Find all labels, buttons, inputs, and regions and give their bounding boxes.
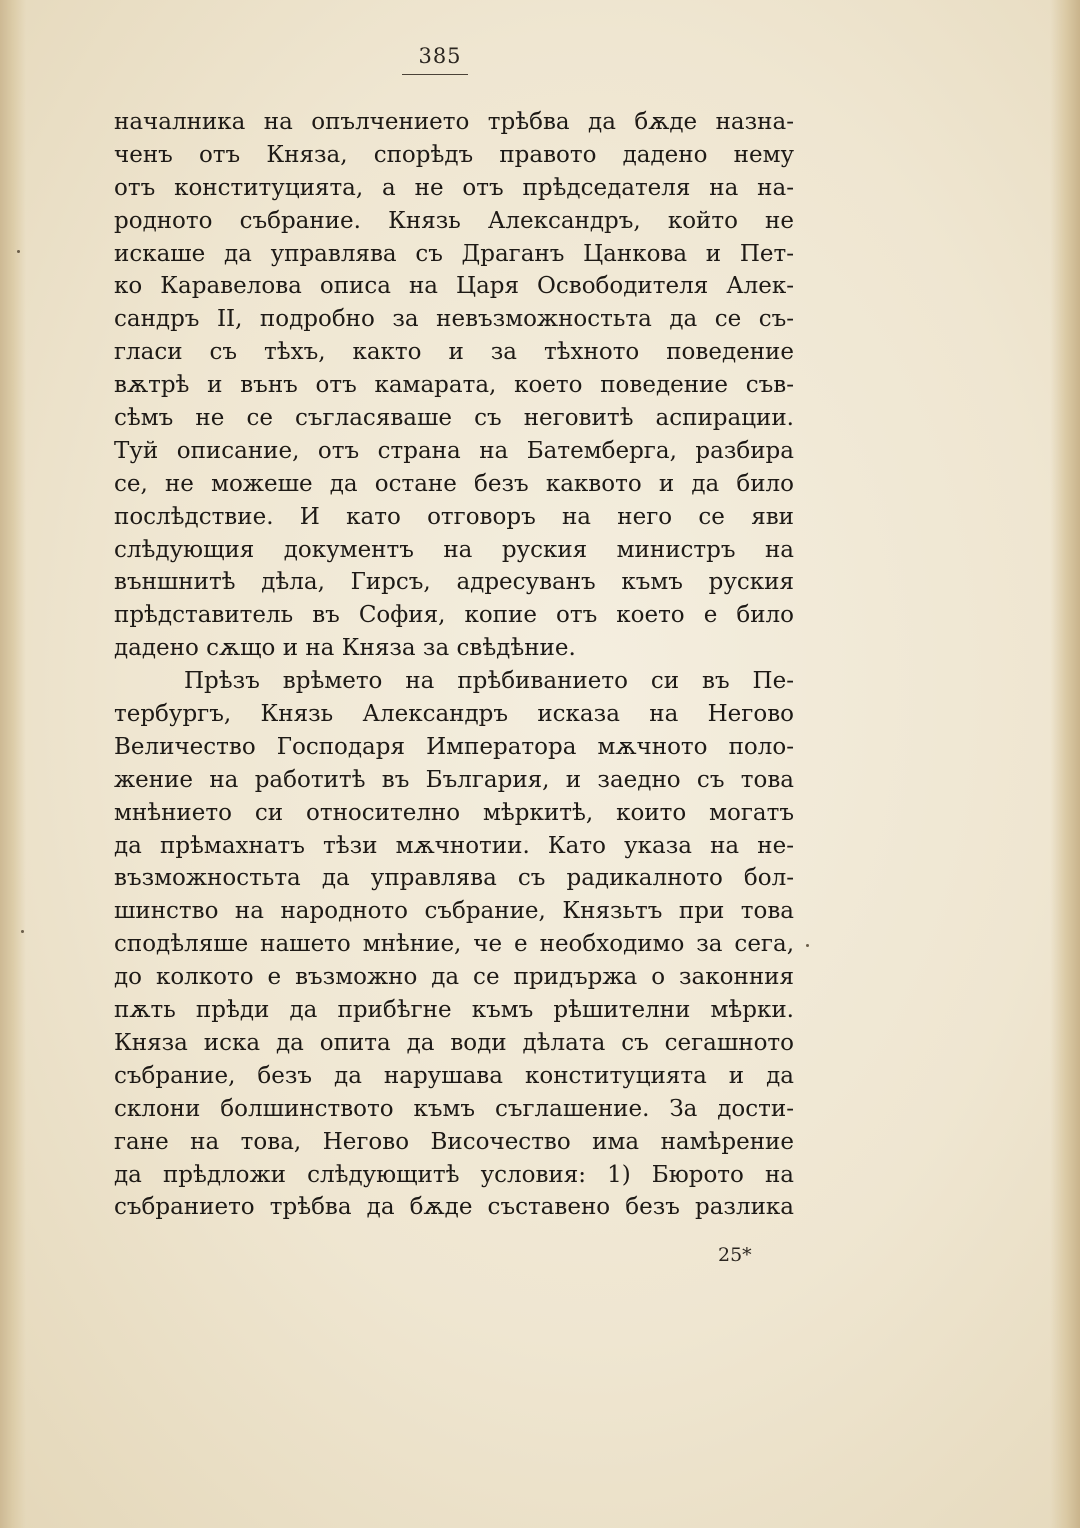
signature-mark: 25* — [718, 1244, 752, 1266]
page-left-edge — [0, 0, 26, 1528]
text-line: шинство на народното събрание, Князьтъ при това — [114, 898, 794, 925]
text-line: сандръ II, подробно за невъзможностьта да се съ- — [114, 306, 794, 333]
text-line: Туй описание, отъ страна на Батемберга, разбира — [114, 437, 794, 464]
text-line: родното събрание. Князь Александръ, който не — [114, 207, 794, 234]
text-line: началника на опълчението трѣбва да бѫде назна- — [114, 109, 794, 135]
text-line: прѣдставитель въ София, копие отъ което е било — [114, 602, 794, 629]
paragraph-start-line: Прѣзъ врѣмето на прѣбиванието си въ Пе- — [184, 668, 794, 695]
text-line: послѣдствие. И като отговоръ на него се яви — [114, 503, 794, 530]
page-right-edge — [1050, 0, 1080, 1528]
text-line: сѣмъ не се съгласяваше съ неговитѣ аспирации. — [114, 405, 794, 432]
paper-speck — [21, 930, 24, 933]
page-number-rule — [402, 74, 468, 75]
paper-speck — [806, 944, 809, 947]
paragraph-end-line: дадено сѫщо и на Князa за свѣдѣние. — [114, 635, 576, 662]
text-line: слѣдующия документъ на руския министръ на — [114, 536, 794, 563]
text-line: ко Каравелова описа на Царя Освободителя Алек- — [114, 273, 794, 300]
page-number: 385 — [418, 44, 462, 68]
text-line: възможностьта да управлява съ радикалното бол- — [114, 865, 794, 892]
text-line: се, не можеше да остане безъ каквото и да било — [114, 470, 794, 497]
text-line: тербургъ, Князь Александръ исказа на Негово — [114, 701, 794, 728]
body-text — [114, 106, 794, 1224]
text-line: събранието трѣбва да бѫде съставено безъ разлика — [114, 1194, 794, 1221]
text-line: жение на работитѣ въ България, и заедно съ това — [114, 766, 794, 793]
text-line: да прѣдложи слѣдующитѣ условия: 1) Бюрото на — [114, 1161, 794, 1188]
text-line: Князa иска да опита да води дѣлата съ сегашното — [114, 1029, 794, 1056]
text-line: вѫтрѣ и вънъ отъ камарата, което поведение съв- — [114, 372, 794, 399]
text-line: външнитѣ дѣла, Гирсъ, адресуванъ къмъ руския — [114, 569, 794, 596]
text-line: събрание, безъ да нарушава конституцията и да — [114, 1062, 794, 1089]
text-line: сподѣляше нашето мнѣние, че е необходимо за сега, — [114, 931, 794, 958]
text-line: гласи съ тѣхъ, както и за тѣхното поведение — [114, 339, 794, 366]
text-line: искаше да управлява съ Драганъ Цанкова и Пет- — [114, 240, 794, 267]
text-line: склони болшинството къмъ съглашение. За дости- — [114, 1095, 794, 1122]
paper-speck — [17, 250, 20, 253]
text-line: гане на това, Негово Височество има намѣрение — [114, 1128, 794, 1155]
text-line: мнѣнието си относително мѣркитѣ, които могатъ — [114, 799, 794, 826]
text-line: до колкото е възможно да се придържа о законния — [114, 964, 794, 991]
text-line: Величество Господаря Императора мѫчното поло- — [114, 733, 794, 760]
text-line: отъ конституцията, а не отъ прѣдседателя на на- — [114, 174, 794, 201]
text-line: ченъ отъ Князa, спорѣдъ правото дадено нему — [114, 141, 794, 168]
text-line: да прѣмахнатъ тѣзи мѫчнотии. Като указа на не- — [114, 832, 794, 859]
text-line: пѫть прѣди да прибѣгне къмъ рѣшителни мѣрки. — [114, 997, 794, 1024]
